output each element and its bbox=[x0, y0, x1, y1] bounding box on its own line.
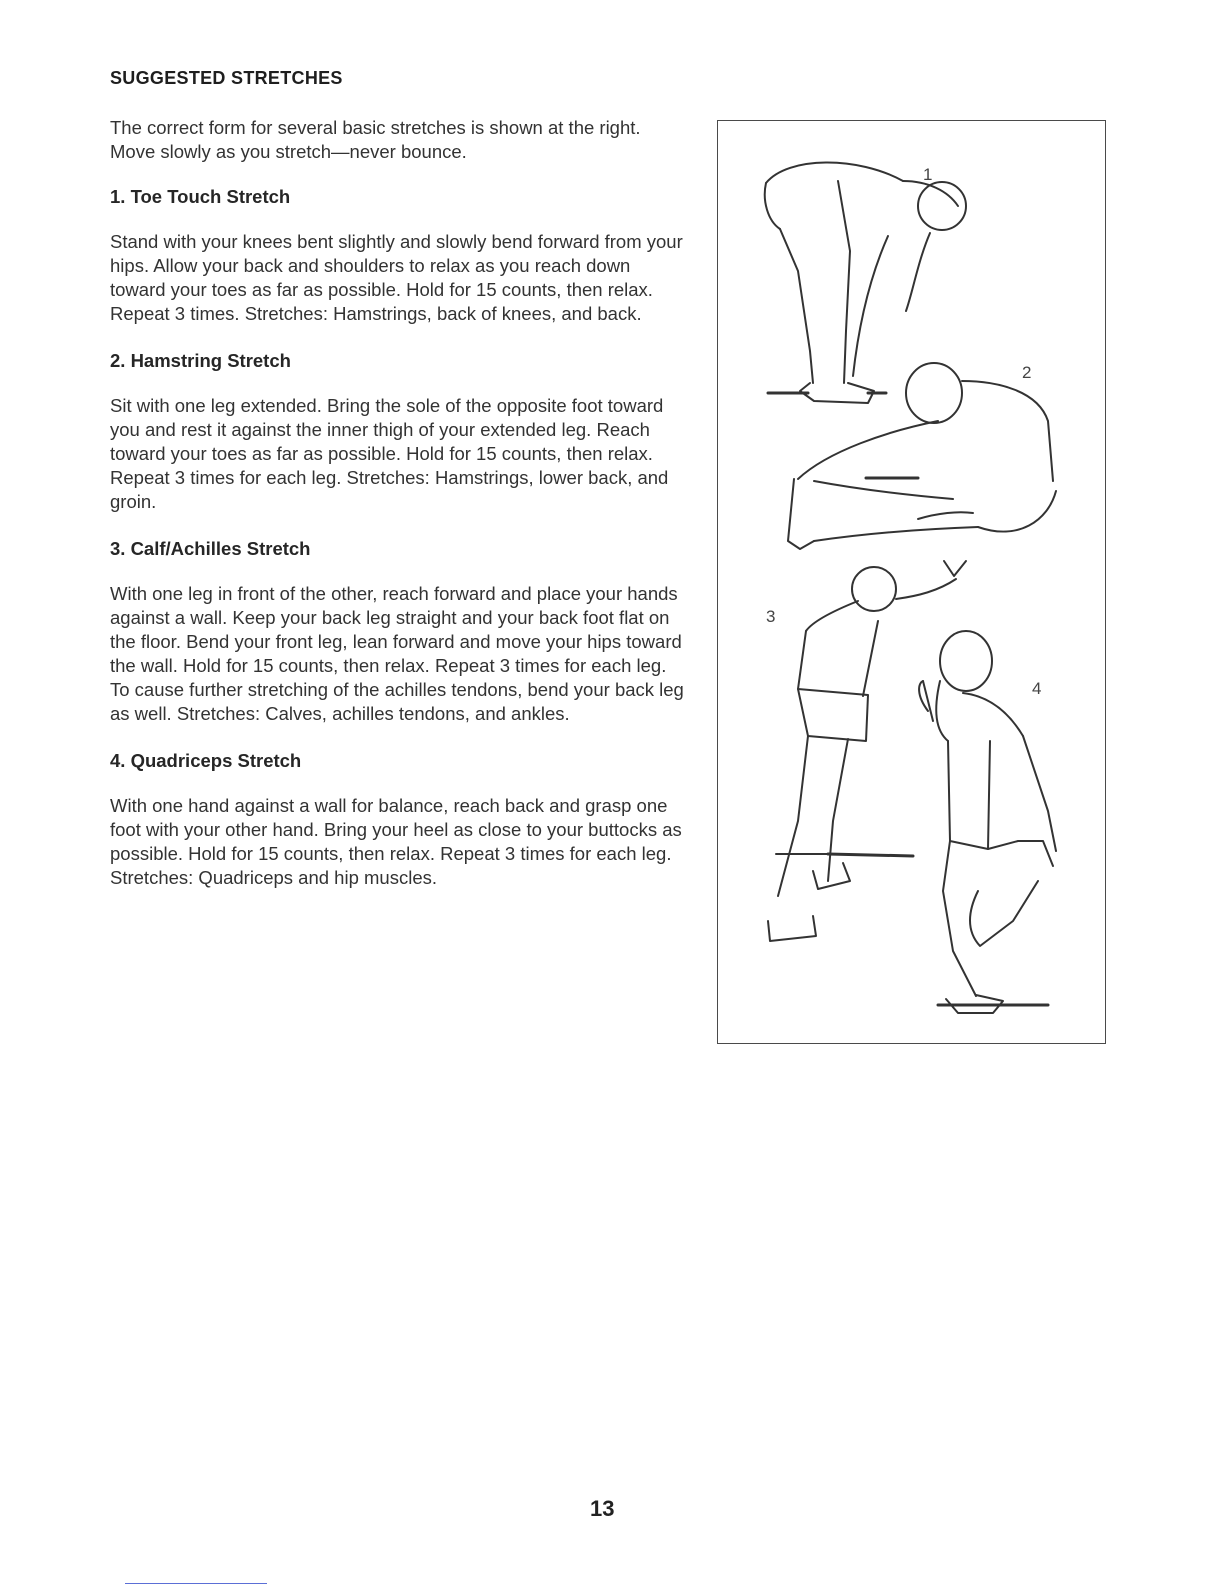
section-toe-touch bbox=[110, 186, 690, 326]
section-body: Sit with one leg extended. Bring the sole of the opposite foot toward you and rest it against the inner thigh of your extended leg. Reach toward your toes as far as possible. Hold for 15 counts, then relax. Repeat 3 times for each leg. Stretches: Hamstrings, lower back, and groin. bbox=[110, 395, 669, 512]
stretch-illustrations bbox=[717, 120, 1106, 1044]
section-body: Stand with your knees bent slightly and slowly bend forward from your hips. Allow your back and shoulders to relax as you reach down toward your toes as far as possible. Hold for 15 counts, then relax. Repeat 3 times. Stretches: Hamstrings, back of knees, and back. bbox=[110, 231, 683, 324]
intro-paragraph: The correct form for several basic stretches is shown at the right. Move slowly as you stretch—never bounce. bbox=[110, 117, 641, 162]
figure-label-4: 4 bbox=[1032, 679, 1042, 698]
section-calf-achilles bbox=[110, 538, 690, 726]
figure-label-3: 3 bbox=[766, 607, 776, 626]
section-hamstring bbox=[110, 350, 690, 514]
page-number: 13 bbox=[590, 1496, 615, 1521]
stretch-figures-drawing bbox=[718, 121, 1107, 1045]
instructions-column bbox=[110, 116, 690, 914]
section-title: 3. Calf/Achilles Stretch bbox=[110, 538, 311, 559]
section-title: 2. Hamstring Stretch bbox=[110, 350, 291, 371]
hamstring-figure bbox=[788, 363, 1056, 549]
toe-touch-figure bbox=[765, 162, 966, 403]
figure-label-1: 1 bbox=[923, 165, 933, 184]
section-title: 4. Quadriceps Stretch bbox=[110, 750, 302, 771]
figure-label-2: 2 bbox=[1022, 363, 1032, 382]
page-heading: SUGGESTED STRETCHES bbox=[110, 68, 343, 88]
section-title: 1. Toe Touch Stretch bbox=[110, 186, 291, 207]
calf-achilles-figure bbox=[768, 561, 966, 941]
section-body: With one leg in front of the other, reach forward and place your hands against a wall. Keep your back leg straight and your back foot flat on the floor. Bend your front leg, lean forward and move your hips toward the wall. Hold for 15 counts, then relax. Repeat 3 times for each leg. To cause further stretching of the achilles tendons, bend your back leg as well. Stretches: Calves, achilles tendons, and ankles. bbox=[110, 583, 684, 724]
section-quadriceps bbox=[110, 750, 690, 890]
section-body: With one hand against a wall for balance, reach back and grasp one foot with your other hand. Bring your heel as close to your buttocks as possible. Hold for 15 counts, then relax. Repeat 3 times for each leg. Stretches: Quadriceps and hip muscles. bbox=[110, 795, 682, 888]
